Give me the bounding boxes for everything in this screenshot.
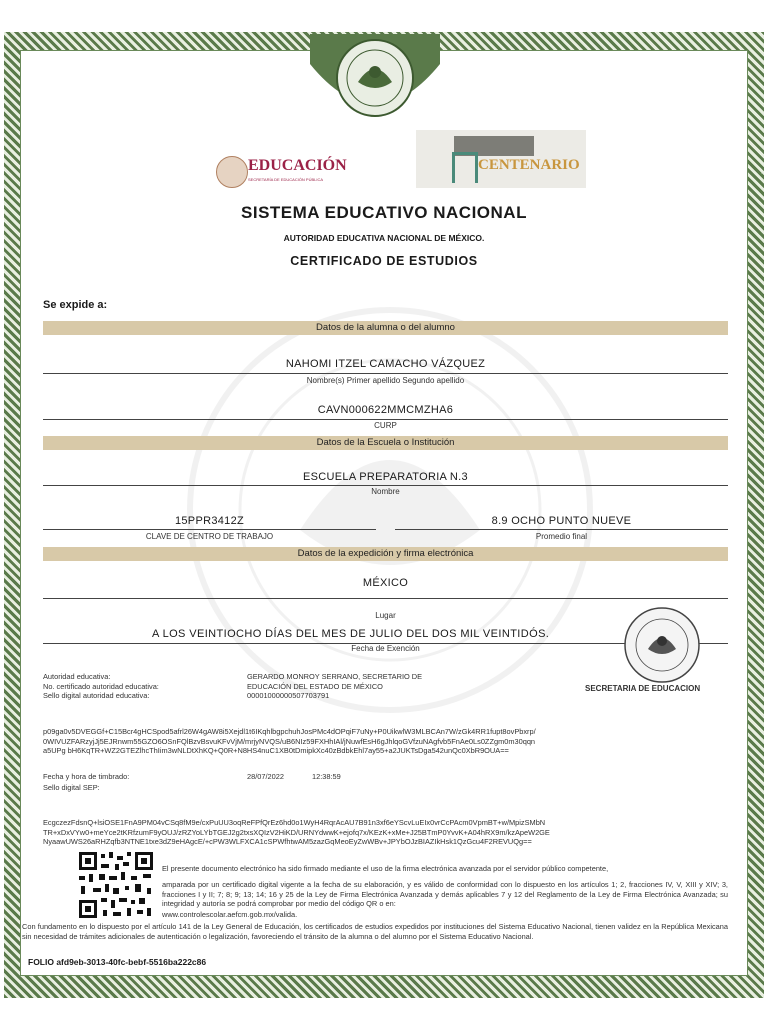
sep-digital-seal <box>43 818 733 847</box>
student-data-band: Datos de la alumna o del alumno <box>43 321 728 335</box>
validation-link[interactable]: www.controlescolar.aefcm.gob.mx/valida. <box>162 910 298 919</box>
school-name: ESCUELA PREPARATORIA N.3 <box>303 471 468 483</box>
cct-line <box>43 529 376 530</box>
seal-line: NyaawUWS26aRHZqfb3NTNE1txe3dZ9eHAgcE/+cPW3WLFXCA1cSPWfhtwAM5zazGqMeoEyZwWBv+JPYbOJzBIAZIkHsk1QzGcu4F2REVUQg== <box>43 837 532 846</box>
national-seal-icon <box>310 34 440 122</box>
school-cct: 15PPR3412Z <box>174 515 245 527</box>
date-caption: Fecha de Exención <box>351 644 420 653</box>
authority-digital-seal <box>43 727 733 756</box>
student-name-line <box>43 373 728 374</box>
authority-label: Autoridad educativa: <box>43 672 111 681</box>
centenario-logo <box>416 130 586 188</box>
authority-labels <box>43 672 159 701</box>
authority-seal-label: Sello digital autoridad educativa: <box>43 691 150 700</box>
sep-seal-label: Sello digital SEP: <box>43 783 100 792</box>
average-caption: Promedio final <box>535 532 588 541</box>
seal-line: a5UPg bH6KqTR+WZ2GTEZlhcThIim3wNLDtXhKQ+Q0R+N8HS4nuC1XB0tDmipkXc40zBdbkEhl7ay55+a2JUKTsDga542unQc0XbR9OUA== <box>43 746 509 755</box>
curp-caption: CURP <box>374 421 397 430</box>
authority-cert-number: 00001000000507703791 <box>247 691 330 700</box>
school-name-caption: Nombre <box>371 487 400 496</box>
state-seal-icon <box>622 605 702 685</box>
expedition-date: A LOS VEINTIOCHO DÍAS DEL MES DE JULIO DEL DOS MIL VEINTIDÓS. <box>152 628 550 640</box>
system-title: SISTEMA EDUCATIVO NACIONAL <box>241 203 527 222</box>
authority-cert-label: No. certificado autoridad educativa: <box>43 681 159 691</box>
place-caption: Lugar <box>375 611 396 620</box>
folio: FOLIO afd9eb-3013-40fc-bebf-5516ba222c86 <box>28 957 207 967</box>
document-type: CERTIFICADO DE ESTUDIOS <box>290 254 478 268</box>
seal-line: TR+xDxVYw0+meYce2tKRfzumF9yOUJ/zRZYoLYbTGEJ2g2txsXQIzV2HiKD/URNYdwwK+ejofq7x/KEzK+xMe+J25BTmP0YvvK+A04hRX9m/kzApeW2GE <box>43 827 550 837</box>
final-average: 8.9 OCHO PUNTO NUEVE <box>491 515 632 527</box>
authority-title: AUTORIDAD EDUCATIVA NACIONAL DE MÉXICO. <box>283 233 485 243</box>
school-data-band: Datos de la Escuela o Institución <box>43 436 728 450</box>
issued-to-label: Se expide a: <box>43 299 108 311</box>
place-line <box>43 598 728 599</box>
stamp-time: 12:38:59 <box>312 772 341 781</box>
legal-text-2: amparada por un certificado digital vigente a la fecha de su elaboración, y es válido de conformidad con lo dispuesto en los artículos 1; 2, fracciones IV, V, XIII y XIV; 3, fracciones I y II; 7; 8; 9; 13; 14; 16 y 25 de la Ley de Firma Electrónica Avanzada y demás aplicables 7 y 12 del Reglamento de la Ley de Firma Electrónica Avanzada; su integridad y autoría se podrá comprobar por medio del código QR o en: <box>162 880 728 908</box>
school-name-line <box>43 485 728 486</box>
expedition-band: Datos de la expedición y firma electrónica <box>43 547 728 561</box>
seal-line: p09ga0v5DVEGGf+C15Bcr4gHCSpod5afrl26W4gAW8i5Xejdl1t6IKqhlbgpchuhJosPMc4dOPqiF7uNy+P0UikwlW3MLBCAn7W/zGk4RR1fupt8ovPbxrp/ <box>43 727 536 736</box>
student-curp: CAVN000622MMCMZHA6 <box>317 404 454 416</box>
cct-caption: CLAVE DE CENTRO DE TRABAJO <box>145 532 274 541</box>
curp-line <box>43 419 728 420</box>
authority-name-2: EDUCACIÓN DEL ESTADO DE MÉXICO <box>247 681 383 691</box>
seal-line: EcgczezFdsnQ+lsiOSE1FnA9PM04vCSq8fM9e/cxPuUU3oqReFPfQrEz6hd0o1WyH4RqrAcAU7B91n3xf6eYScvLuEIx0vrCcPAcm0VpmBT+w/MpizSMbN <box>43 818 546 827</box>
legal-text-3: Con fundamento en lo dispuesto por el artículo 141 de la Ley General de Educación, los certificados de estudios expedidos por instituciones del Sistema Educativo Nacional, tienen validez en la República Mexicana sin necesidad de trámites adicionales de autenticación o legalización, favoreciendo el tránsito de la alumna o del alumno por el Sistema Educativo Nacional. <box>22 922 728 941</box>
authority-name: GERARDO MONROY SERRANO, SECRETARIO DE <box>247 672 423 681</box>
stamp-date-label: Fecha y hora de timbrado: <box>43 772 130 781</box>
centenario-logo-text: CENTENARIO <box>478 157 580 173</box>
arch-icon <box>452 152 478 183</box>
education-logo-text: EDUCACIÓN <box>248 157 347 174</box>
student-name: NAHOMI ITZEL CAMACHO VÁZQUEZ <box>285 358 486 370</box>
seal-caption: SECRETARIA DE EDUCACION <box>585 684 701 693</box>
education-emblem-icon <box>216 156 248 188</box>
stamp-date: 28/07/2022 <box>247 772 284 781</box>
average-line <box>395 529 728 530</box>
education-logo-subtitle: SECRETARÍA DE EDUCACIÓN PÚBLICA <box>248 177 324 182</box>
seal-line: 0WIVUZFARzyjJj5EJRnwm55GZO6OSnFQlBzvBsvuKFvVjM/mrjyNVQS/uB6NIz59FXHhIAl/jNuwfEsH6gJhlqoGVfzuNAgfvb5FnAe0Ls0ZZgm0m30qqn <box>43 736 536 746</box>
student-name-caption: Nombre(s) Primer apellido Segundo apellido <box>306 376 465 385</box>
legal-text-1: El presente documento electrónico ha sido firmado mediante el uso de la firma electrónica avanzada por el servidor público competente, <box>162 864 609 873</box>
qr-code-icon[interactable] <box>77 850 155 920</box>
expedition-place: MÉXICO <box>362 577 409 589</box>
authority-values <box>247 672 422 701</box>
